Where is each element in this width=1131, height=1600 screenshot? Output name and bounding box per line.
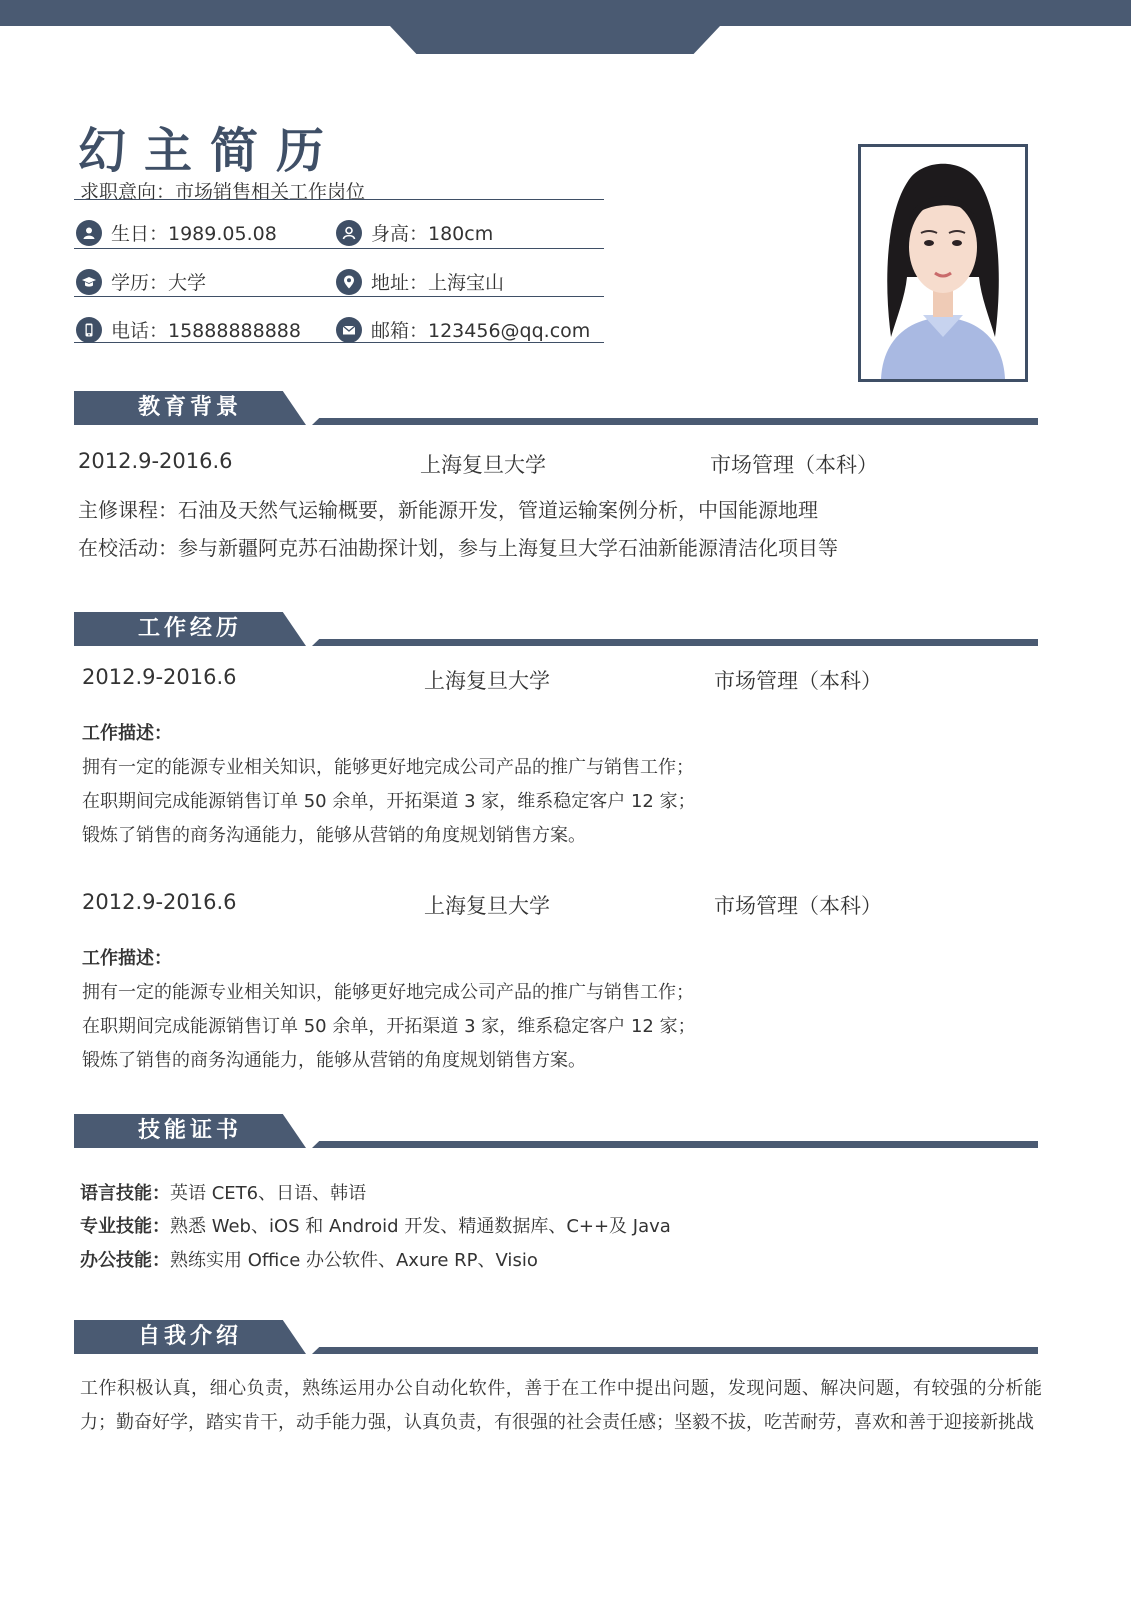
self-intro-text: 工作积极认真，细心负责，熟练运用办公自动化软件，善于在工作中提出问题，发现问题、解决问题，有较强的分析能力；勤奋好学，踏实肯干，动手能力强，认真负责，有很强的社会责任感；坚毅不拔，吃苦耐劳，喜欢和善于迎接新挑战 <box>80 1378 1042 1433</box>
section-title: 工作经历 <box>137 616 242 641</box>
edu-courses: 主修课程：石油及天然气运输概要，新能源开发，管道运输案例分析，中国能源地理 <box>78 498 818 522</box>
divider <box>74 342 604 343</box>
skill-label: 语言技能： <box>80 1183 170 1204</box>
height-text: 身高：180cm <box>371 223 494 245</box>
birthday-text: 生日：1989.05.08 <box>111 223 277 245</box>
phone-text: 电话：15888888888 <box>111 320 301 342</box>
work-desc-line: 拥有一定的能源专业相关知识，能够更好地完成公司产品的推广与销售工作； <box>82 757 694 778</box>
work-desc-label: 工作描述： <box>82 948 172 969</box>
edu-major: 市场管理（本科） <box>710 453 878 477</box>
mail-icon <box>336 317 362 343</box>
email-text: 邮箱：123456@qq.com <box>371 320 591 342</box>
section-line <box>312 418 1038 425</box>
work-desc-line: 在职期间完成能源销售订单 50 余单，开拓渠道 3 家，维系稳定客户 12 家； <box>82 1016 696 1037</box>
top-banner-tab <box>390 26 720 54</box>
section-header-skills <box>74 1114 1038 1148</box>
work-date: 2012.9-2016.6 <box>82 665 237 689</box>
section-line <box>312 1141 1038 1148</box>
section-line <box>312 1347 1038 1354</box>
address-text: 地址：上海宝山 <box>371 272 505 294</box>
edu-date: 2012.9-2016.6 <box>78 449 233 473</box>
edu-activities: 在校活动：参与新疆阿克苏石油勘探计划，参与上海复旦大学石油新能源清洁化项目等 <box>78 536 838 560</box>
info-email <box>336 316 590 343</box>
work-desc-line: 拥有一定的能源专业相关知识，能够更好地完成公司产品的推广与销售工作； <box>82 982 694 1003</box>
work-company: 上海复旦大学 <box>424 669 550 693</box>
work-company: 上海复旦大学 <box>424 894 550 918</box>
work-desc-line: 在职期间完成能源销售订单 50 余单，开拓渠道 3 家，维系稳定客户 12 家； <box>82 791 696 812</box>
profile-photo <box>858 144 1028 382</box>
skill-row-office <box>80 1246 538 1272</box>
location-pin-icon <box>336 269 362 295</box>
section-title: 教育背景 <box>137 395 242 420</box>
work-role: 市场管理（本科） <box>714 894 882 918</box>
divider <box>74 248 604 249</box>
graduation-cap-icon <box>76 269 102 295</box>
skill-row-professional <box>80 1212 671 1238</box>
info-education <box>76 268 206 295</box>
work-desc-line: 锻炼了销售的商务沟通能力，能够从营销的角度规划销售方案。 <box>82 1050 586 1071</box>
job-objective: 求职意向：市场销售相关工作岗位 <box>80 181 366 203</box>
skill-label: 办公技能： <box>80 1250 170 1271</box>
work-desc-label: 工作描述： <box>82 723 172 744</box>
divider <box>74 199 604 200</box>
skill-label: 专业技能： <box>80 1216 170 1237</box>
work-date: 2012.9-2016.6 <box>82 890 237 914</box>
edu-school: 上海复旦大学 <box>420 453 546 477</box>
info-phone <box>76 316 301 343</box>
info-address <box>336 268 504 295</box>
section-header-work <box>74 612 1038 646</box>
divider <box>74 296 604 297</box>
education-text: 学历：大学 <box>111 272 207 294</box>
work-role: 市场管理（本科） <box>714 669 882 693</box>
section-header-education <box>74 391 1038 425</box>
phone-icon <box>76 317 102 343</box>
section-title: 技能证书 <box>137 1118 242 1143</box>
section-line <box>312 639 1038 646</box>
top-banner <box>0 0 1131 26</box>
skill-value: 熟悉 Web、iOS 和 Android 开发、精通数据库、C++及 Java <box>170 1216 671 1237</box>
section-header-intro <box>74 1320 1038 1354</box>
work-desc-line: 锻炼了销售的商务沟通能力，能够从营销的角度规划销售方案。 <box>82 825 586 846</box>
resume-title: 幻主简历 <box>78 123 343 179</box>
info-height <box>336 219 493 246</box>
person-icon <box>76 220 102 246</box>
skill-value: 英语 CET6、日语、韩语 <box>170 1183 367 1204</box>
info-birthday <box>76 219 277 246</box>
skill-row-language <box>80 1179 366 1205</box>
section-title: 自我介绍 <box>137 1324 242 1349</box>
user-icon <box>336 220 362 246</box>
skill-value: 熟练实用 Office 办公软件、Axure RP、Visio <box>170 1250 538 1271</box>
